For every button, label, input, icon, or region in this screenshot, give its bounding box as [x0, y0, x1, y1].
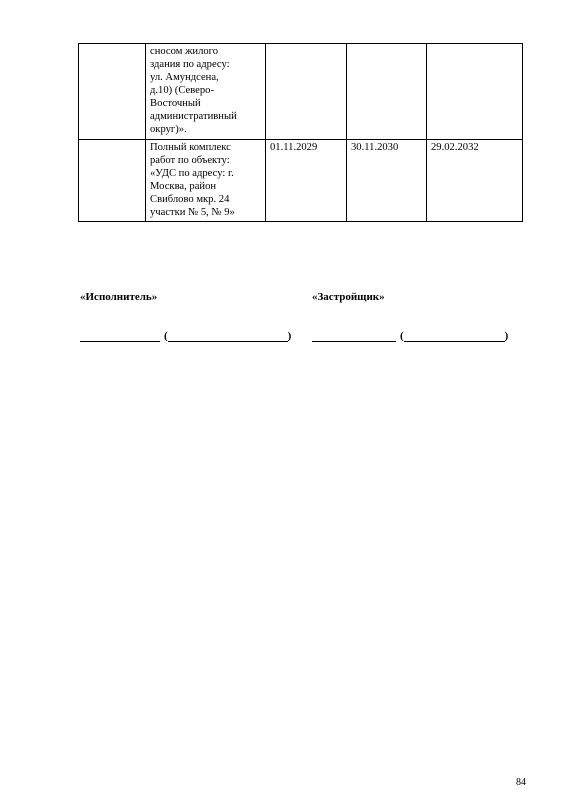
executor-label: «Исполнитель» — [80, 291, 158, 303]
table-cell — [347, 44, 427, 140]
table-cell — [427, 44, 523, 140]
table-cell — [427, 140, 523, 222]
table-cell — [79, 140, 146, 222]
start-date: 01.11.2029 — [270, 142, 318, 153]
signature-blank — [312, 331, 396, 342]
table-cell — [79, 44, 146, 140]
table-cell — [146, 140, 266, 222]
name-blank — [404, 331, 505, 342]
table-cell — [146, 44, 266, 140]
table-cell — [266, 44, 347, 140]
executor-signature-line: ( ) — [80, 330, 291, 342]
work-description: сносом жилого здания по адресу: ул. Амундсена, д.10) (Северо- Восточный административный округ)». — [150, 46, 237, 135]
table-row — [79, 140, 523, 222]
page-number: 84 — [516, 777, 526, 788]
table-cell — [266, 140, 347, 222]
name-blank — [168, 331, 288, 342]
end-date: 30.11.2030 — [351, 142, 399, 153]
final-date: 29.02.2032 — [431, 142, 479, 153]
signature-blank — [80, 331, 160, 342]
table-cell — [347, 140, 427, 222]
developer-label: «Застройщик» — [312, 291, 385, 303]
table-row — [79, 44, 523, 140]
developer-signature-line: ( ) — [312, 330, 508, 342]
work-description: Полный комплекс работ по объекту: «УДС по адресу: г. Москва, район Свиблово мкр. 24 участки № 5, № 9» — [150, 142, 235, 218]
schedule-table — [78, 43, 523, 222]
